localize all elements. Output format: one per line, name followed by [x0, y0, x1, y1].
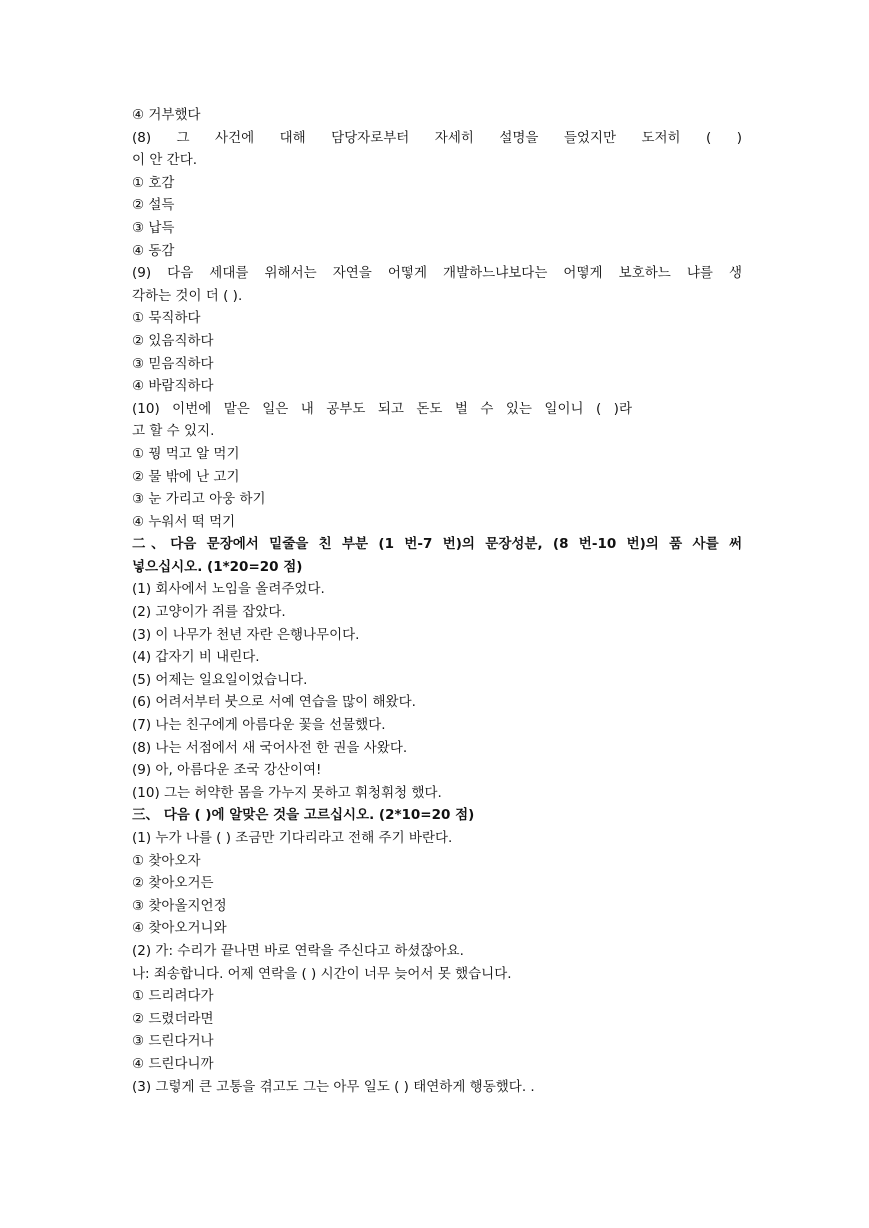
answer-option: ③ 믿음직하다 [132, 355, 214, 372]
answer-option: ① 묵직하다 [132, 310, 201, 327]
question-text: (6) 어려서부터 붓으로 서예 연습을 많이 해왔다. [132, 694, 416, 711]
answer-option: ④ 바람직하다 [132, 378, 214, 395]
exam-text-body [132, 104, 742, 1098]
answer-option: ③ 찾아올지언정 [132, 897, 227, 914]
answer-option: ④ 누워서 떡 먹기 [132, 513, 236, 530]
question-text: (8) 그 사건에 대해 담당자로부터 자세히 설명을 들었지만 도저히 ( ) [132, 129, 742, 146]
question-text: (3) 그렇게 큰 고통을 겪고도 그는 아무 일도 ( ) 태연하게 행동했다. . [132, 1078, 535, 1095]
question-text: 각하는 것이 더 ( ). [132, 287, 243, 304]
section-heading: 二、다음 문장에서 밑줄을 친 부분 (1 번-7 번)의 문장성분, (8 번-10 번)의 품 사를 써 [132, 536, 742, 553]
answer-option: ② 드렸더라면 [132, 1010, 214, 1027]
question-text: (5) 어제는 일요일이었습니다. [132, 671, 308, 688]
question-text: (1) 회사에서 노임을 올려주었다. [132, 581, 325, 598]
answer-option: ③ 드린다거나 [132, 1033, 214, 1050]
question-text: (4) 갑자기 비 내린다. [132, 649, 260, 666]
question-text: (3) 이 나무가 천년 자란 은행나무이다. [132, 626, 360, 643]
answer-option: ① 드리려다가 [132, 988, 214, 1005]
answer-option: ④ 찾아오거니와 [132, 920, 227, 937]
answer-option: ③ 납득 [132, 219, 175, 236]
question-text: (9) 아, 아름다운 조국 강산이여! [132, 762, 322, 779]
answer-option: ② 물 밖에 난 고기 [132, 468, 240, 485]
answer-option: ② 설득 [132, 197, 175, 214]
section-heading: 넣으십시오. (1*20=20 점) [132, 558, 303, 575]
answer-option: ① 찾아오자 [132, 852, 201, 869]
answer-option: ① 호감 [132, 174, 175, 191]
question-text: 고 할 수 있지. [132, 423, 215, 440]
question-text: 이 안 간다. [132, 152, 198, 169]
question-text: (2) 가: 수리가 끝나면 바로 연락을 주신다고 하셨잖아요. [132, 942, 464, 959]
question-text: (10) 이번에 맡은 일은 내 공부도 되고 돈도 벌 수 있는 일이니 ( )라 [132, 400, 632, 417]
question-text: (10) 그는 허약한 몸을 가누지 못하고 휘청휘청 했다. [132, 784, 442, 801]
question-text: (7) 나는 친구에게 아름다운 꽃을 선물했다. [132, 717, 386, 734]
answer-option: ④ 거부했다 [132, 107, 201, 123]
question-text: (8) 나는 서점에서 새 국어사전 한 권을 사왔다. [132, 739, 408, 756]
answer-option: ③ 눈 가리고 아웅 하기 [132, 491, 266, 508]
question-text: (2) 고양이가 쥐를 잡았다. [132, 604, 286, 621]
answer-option: ④ 동감 [132, 242, 175, 259]
answer-option: ① 꿩 먹고 알 먹기 [132, 445, 240, 462]
answer-option: ④ 드린다니까 [132, 1055, 214, 1072]
answer-option: ② 있음직하다 [132, 332, 214, 349]
section-heading: 三、 다음 ( )에 알맞은 것을 고르십시오. (2*10=20 점) [132, 807, 475, 824]
question-text: (9) 다음 세대를 위해서는 자연을 어떻게 개발하느냐보다는 어떻게 보호하느 냐를 생 [132, 265, 742, 282]
question-text: (1) 누가 나를 ( ) 조금만 기다리라고 전해 주기 바란다. [132, 830, 453, 846]
question-text: 나: 죄송합니다. 어제 연락을 ( ) 시간이 너무 늦어서 못 했습니다. [132, 965, 512, 982]
answer-option: ② 찾아오거든 [132, 875, 214, 892]
